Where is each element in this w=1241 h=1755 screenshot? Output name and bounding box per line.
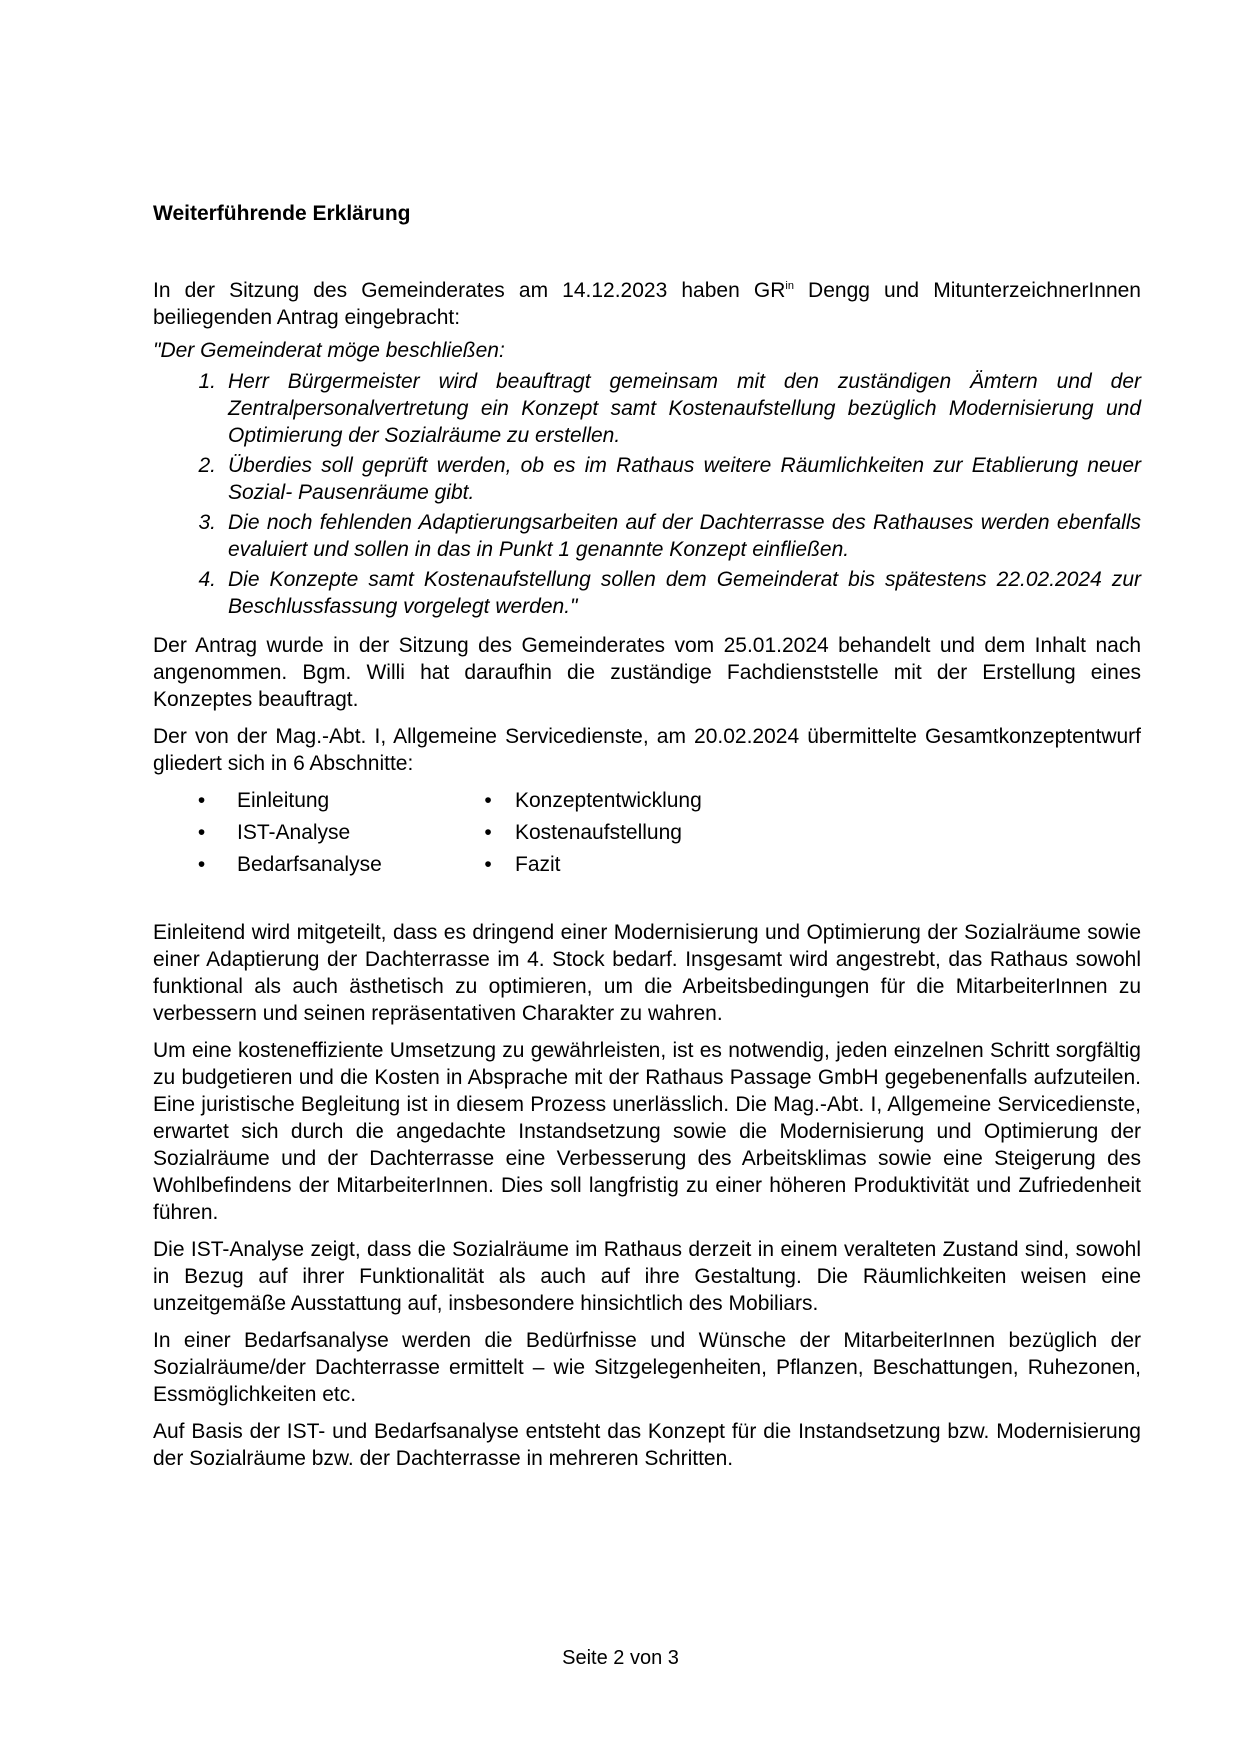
page-number: Seite 2 von 3 bbox=[562, 1647, 679, 1669]
motion-item-4 bbox=[153, 566, 1141, 620]
motion-number: 3. bbox=[198, 511, 216, 534]
intro-text-end: Dengg und MitunterzeichnerInnen beiliegenden Antrag eingebracht: bbox=[153, 279, 1141, 329]
paragraph-gesamtkonzept: Der von der Mag.-Abt. I, Allgemeine Servicedienste, am 20.02.2024 übermittelte Gesamtkonzeptentwurf gliedert sich in 6 Abschnitte: bbox=[153, 725, 1141, 775]
motion-text: Herr Bürgermeister wird beauftragt gemeinsam mit den zuständigen Ämtern und der Zentralpersonalvertretung ein Konzept samt Kostenaufstellung bezüglich Modernisierung und Optimierung der Sozialräume zu erstellen. bbox=[228, 370, 1141, 447]
intro-superscript: in bbox=[785, 280, 794, 292]
paragraph-kosteneffizient: Um eine kosteneffiziente Umsetzung zu gewährleisten, ist es notwendig, jeden einzelnen Schritt sorgfältig zu budgetieren und die Kosten in Absprache mit der Rathaus Passage GmbH gegebenenfalls aufzuteilen. Eine juristische Begleitung ist in diesem Prozess unerlässlich. Die Mag.-Abt. I, Allgemeine Servicedienste, erwartet sich durch die angedachte Instandsetzung sowie die Modernisierung und Optimierung der Sozialräume und der Dachterrasse eine Verbesserung des Arbeitsklimas sowie eine Steigerung des Wohlbefindens der MitarbeiterInnen. Dies soll langfristig zu einer höheren Produktivität und Zufriedenheit führen. bbox=[153, 1039, 1141, 1224]
paragraph-einleitend: Einleitend wird mitgeteilt, dass es dringend einer Modernisierung und Optimierung der Sozialräume sowie einer Adaptierung der Dachterrasse im 4. Stock bedarf. Insgesamt wird angestrebt, das Rathaus sowohl funktional als auch ästhetisch zu optimieren, um die Arbeitsbedingungen für die MitarbeiterInnen zu verbessern und seinen repräsentativen Charakter zu wahren. bbox=[153, 921, 1141, 1025]
bullet-icon: • bbox=[484, 853, 492, 876]
list-item bbox=[461, 851, 702, 878]
section-label: Kostenaufstellung bbox=[515, 821, 682, 844]
list-item bbox=[153, 819, 461, 846]
paragraph-bedarfsanalyse: In einer Bedarfsanalyse werden die Bedürfnisse und Wünsche der MitarbeiterInnen bezüglich der Sozialräume/der Dachterrasse ermittelt – wie Sitzgelegenheiten, Pflanzen, Beschattungen, Ruhezonen, Essmöglichkeiten etc. bbox=[153, 1329, 1141, 1406]
motion-item-2 bbox=[153, 452, 1141, 506]
bullet-icon: • bbox=[484, 821, 492, 844]
motion-list bbox=[153, 368, 1141, 620]
page-heading: Weiterführende Erklärung bbox=[153, 202, 411, 225]
motion-text: Überdies soll geprüft werden, ob es im Rathaus weitere Räumlichkeiten zur Etablierung neuer Sozial- Pausenräume gibt. bbox=[228, 454, 1141, 504]
paragraph-antrag: Der Antrag wurde in der Sitzung des Gemeinderates vom 25.01.2024 behandelt und dem Inhalt nach angenommen. Bgm. Willi hat daraufhin die zuständige Fachdienststelle mit der Erstellung eines Konzeptes beauftragt. bbox=[153, 634, 1141, 711]
motion-item-1 bbox=[153, 368, 1141, 449]
list-item bbox=[461, 787, 702, 814]
motion-item-3 bbox=[153, 509, 1141, 563]
section-label: IST-Analyse bbox=[237, 821, 351, 844]
paragraph-ist-analyse: Die IST-Analyse zeigt, dass die Sozialräume im Rathaus derzeit in einem veralteten Zustand sind, sowohl in Bezug auf ihrer Funktionalität als auch auf ihre Gestaltung. Die Räumlichkeiten weisen eine unzeitgemäße Ausstattung auf, insbesondere hinsichtlich des Mobiliars. bbox=[153, 1238, 1141, 1315]
section-label: Fazit bbox=[515, 853, 561, 876]
motion-number: 2. bbox=[198, 454, 216, 477]
section-list bbox=[153, 787, 1141, 883]
section-list-column-1 bbox=[153, 787, 461, 883]
intro-text-start: In der Sitzung des Gemeinderates am 14.12.2023 haben GR bbox=[153, 279, 786, 302]
paragraph-basis: Auf Basis der IST- und Bedarfsanalyse entsteht das Konzept für die Instandsetzung bzw. Modernisierung der Sozialräume bzw. der Dachterrasse in mehreren Schritten. bbox=[153, 1420, 1141, 1470]
motion-number: 4. bbox=[198, 568, 216, 591]
motion-text: Die Konzepte samt Kostenaufstellung sollen dem Gemeinderat bis spätestens 22.02.2024 zur Beschlussfassung vorgelegt werden." bbox=[228, 568, 1141, 618]
section-list-column-2 bbox=[461, 787, 702, 883]
bullet-icon: • bbox=[197, 789, 206, 812]
motion-lead: "Der Gemeinderat möge beschließen: bbox=[153, 339, 505, 362]
section-label: Einleitung bbox=[237, 789, 330, 812]
section-label: Bedarfsanalyse bbox=[237, 853, 382, 876]
bullet-icon: • bbox=[197, 853, 206, 876]
bullet-icon: • bbox=[197, 821, 206, 844]
list-item bbox=[153, 851, 461, 878]
document-body bbox=[153, 200, 1141, 1482]
motion-number: 1. bbox=[198, 370, 216, 393]
intro-paragraph bbox=[153, 277, 1141, 331]
bullet-icon: • bbox=[484, 789, 492, 812]
list-item bbox=[153, 787, 461, 814]
section-label: Konzeptentwicklung bbox=[515, 789, 702, 812]
motion-text: Die noch fehlenden Adaptierungsarbeiten auf der Dachterrasse des Rathauses werden ebenfalls evaluiert und sollen in das in Punkt 1 genannte Konzept einfließen. bbox=[228, 511, 1141, 561]
list-item bbox=[461, 819, 702, 846]
